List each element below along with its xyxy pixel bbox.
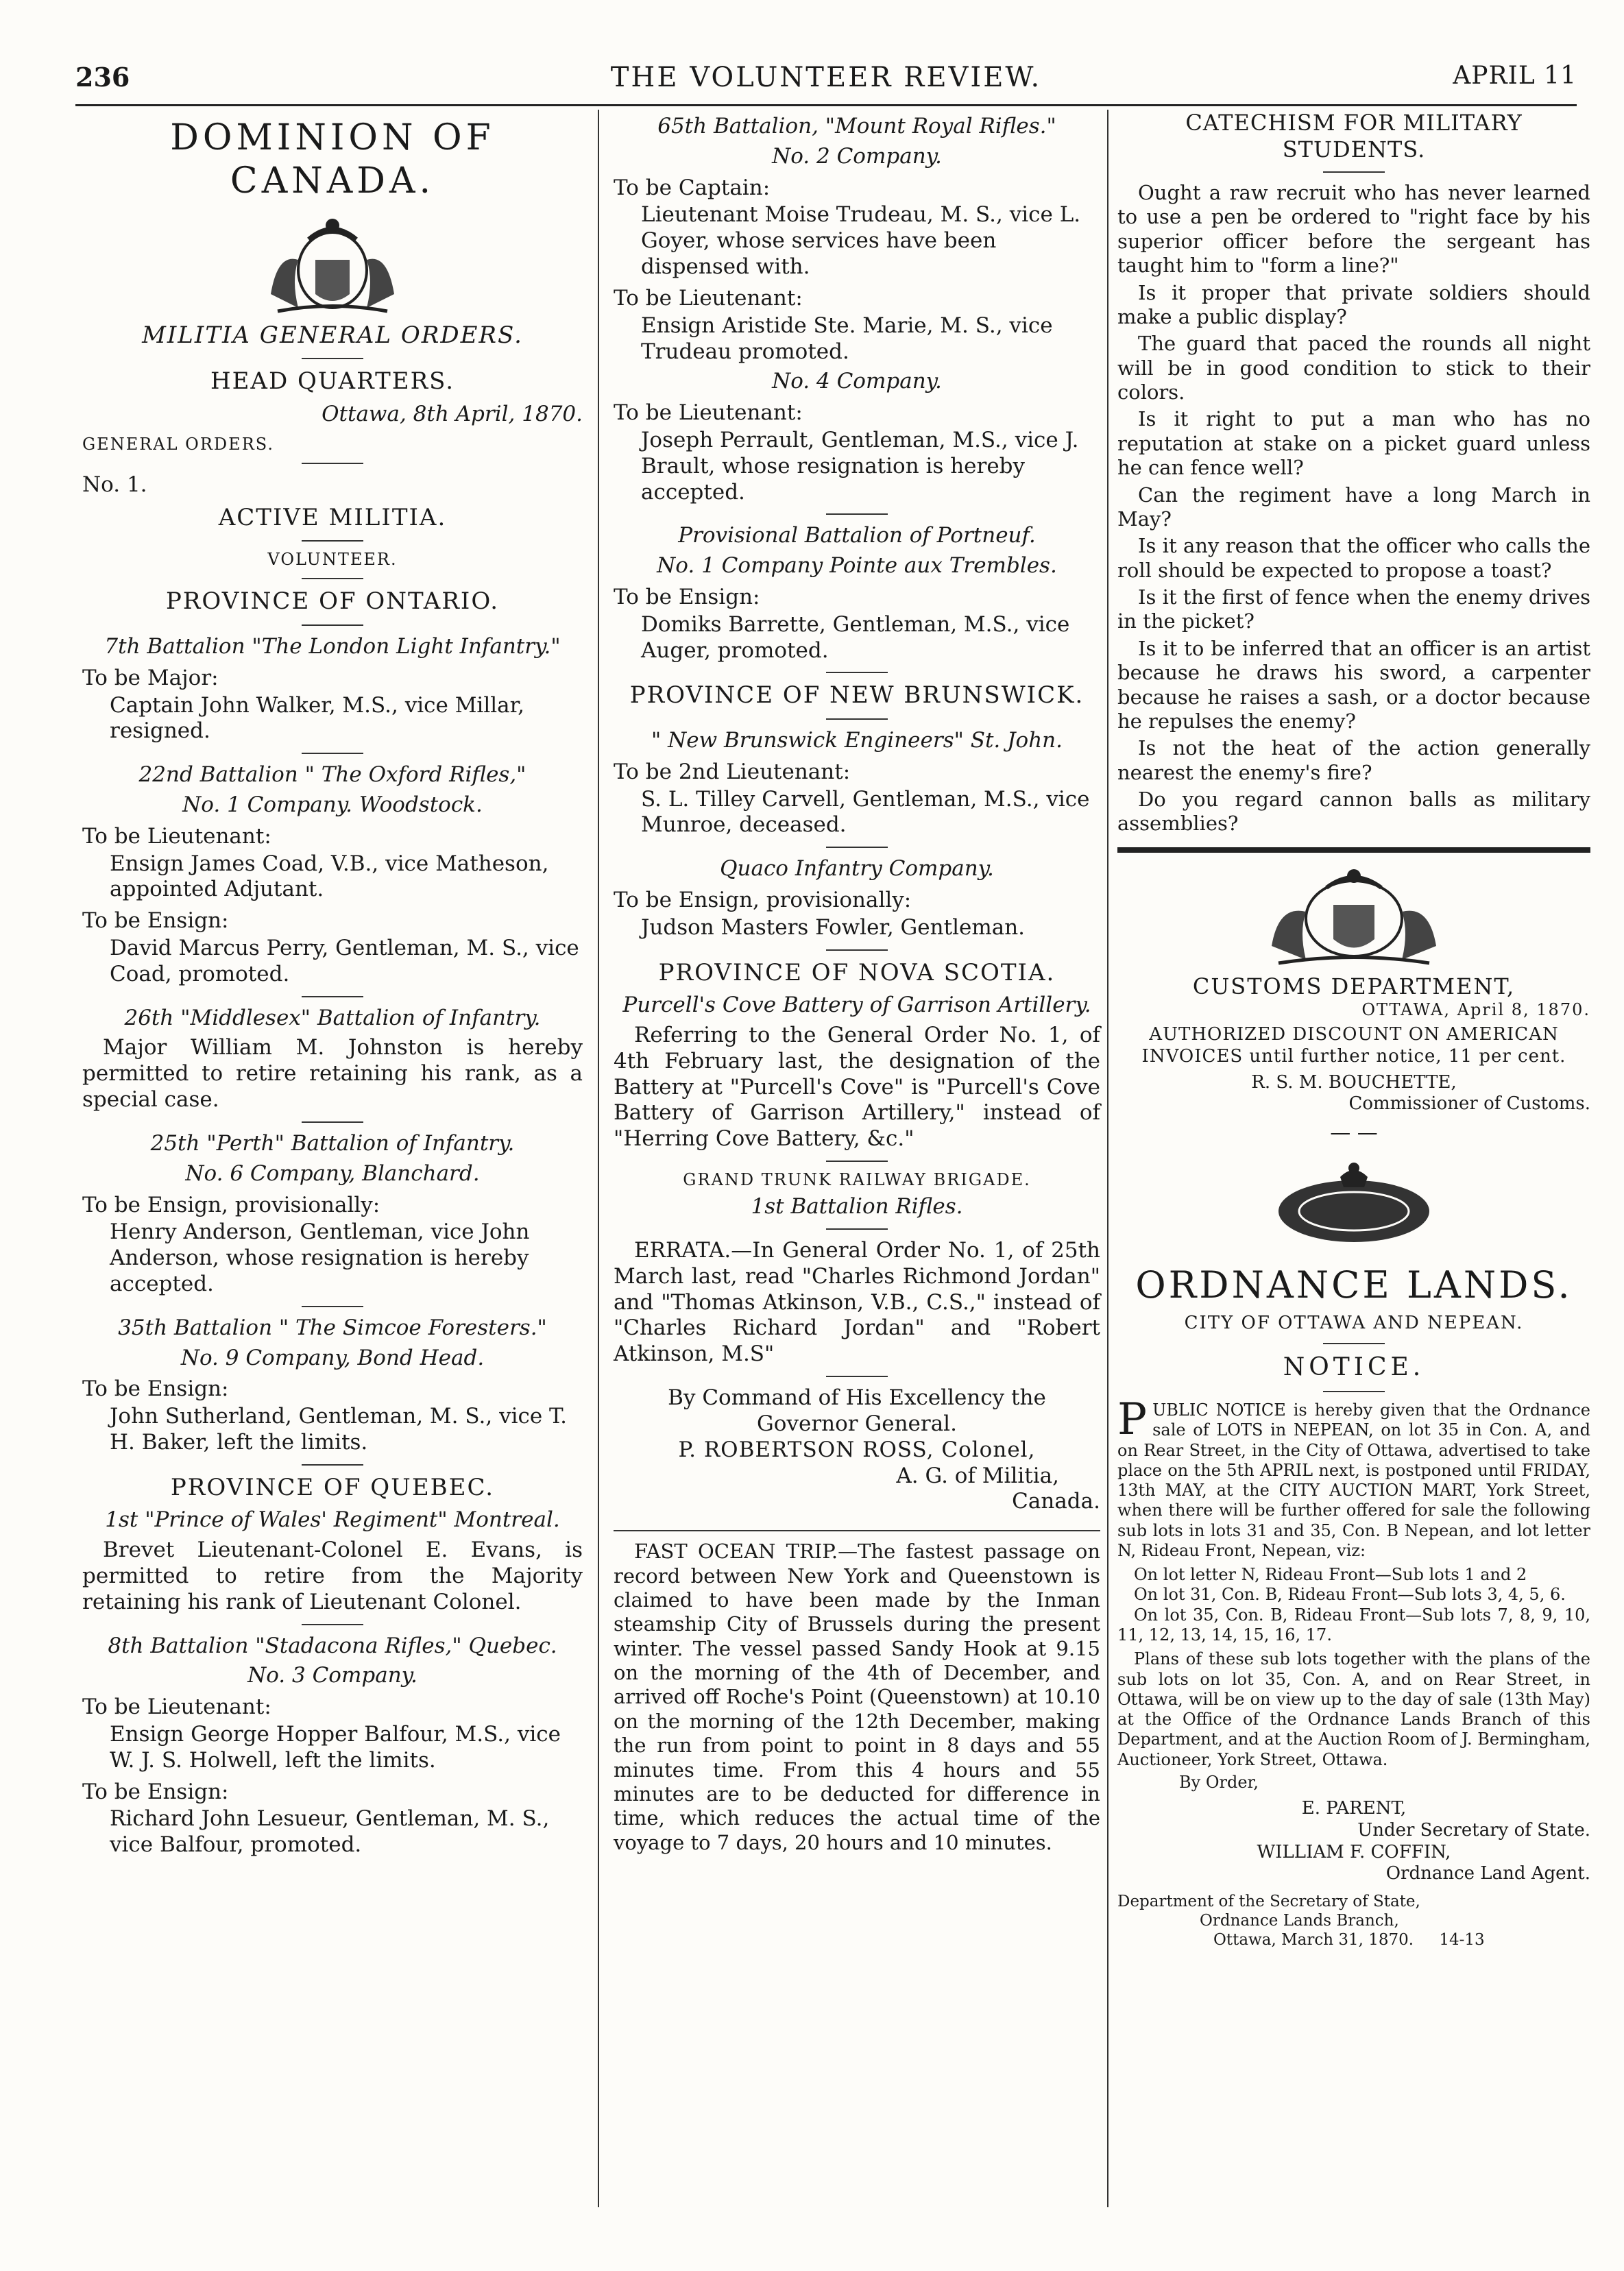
signer-title: A. G. of Militia,	[896, 1463, 1059, 1488]
lot-line: On lot 31, Con. B, Rideau Front—Sub lots 3, 4, 5, 6.	[1134, 1585, 1566, 1605]
battalion-heading: 35th Battalion " The Simcoe Foresters."	[118, 1315, 547, 1340]
appointment-label: To be Ensign:	[614, 585, 760, 609]
battalion-heading: 26th "Middlesex" Battalion of Infantry.	[124, 1005, 541, 1030]
appointment-label: To be Lieutenant:	[614, 400, 803, 426]
appointment-label: To be Lieutenant:	[82, 1695, 271, 1720]
order-paragraph: Referring to the General Order No. 1, of 4th February last, the designation of the Battery at "Purcell's Cove" is "Purcell's Cove Battery of Garrison Artillery," instead of "Herring Cove Battery, &c."	[614, 1022, 1100, 1152]
appointment-entry: Lieutenant Moise Trudeau, M. S., vice L. Goyer, whose services have been dispensed with.	[641, 202, 1081, 280]
appointment-label: To be Ensign:	[82, 1779, 229, 1804]
divider	[826, 718, 888, 720]
department-line: Ordnance Lands Branch,	[1200, 1912, 1399, 1930]
catechism-question: Do you regard cannon balls as military assemblies?	[1117, 788, 1590, 836]
catechism-question: The guard that paced the rounds all night will be in good condition to stick to their colors.	[1117, 332, 1590, 404]
column-divider	[1107, 110, 1108, 2207]
appointment-entry: Joseph Perrault, Gentleman, M.S., vice J. Brault, whose resignation is hereby accepted.	[641, 427, 1079, 505]
column-divider	[598, 110, 599, 2207]
appointment-entry: Captain John Walker, M.S., vice Millar, resigned.	[110, 692, 524, 744]
order-paragraph: Major William M. Johnston is hereby permitted to retire retaining his rank, as a special case.	[82, 1035, 583, 1113]
divider	[302, 1464, 363, 1466]
catechism-title: CATECHISM FOR MILITARY STUDENTS.	[1185, 110, 1523, 163]
appointment-entry: Ensign George Hopper Balfour, M.S., vice W. J. S. Holwell, left the limits.	[110, 1722, 561, 1773]
company-heading: 1st Battalion Rifles.	[751, 1194, 963, 1219]
ordnance-emblem-icon	[1251, 1153, 1457, 1256]
province-ontario-heading: PROVINCE OF ONTARIO.	[165, 587, 500, 616]
general-orders-label: GENERAL ORDERS.	[82, 434, 274, 454]
divider	[302, 578, 363, 579]
company-heading: No. 9 Company, Bond Head.	[180, 1345, 485, 1370]
parent-signature: E. PARENT,	[1301, 1798, 1407, 1819]
company-heading: No. 4 Company.	[772, 369, 942, 394]
notice-heading: NOTICE.	[1283, 1353, 1425, 1382]
divider	[826, 513, 888, 515]
company-heading: No. 1 Company. Woodstock.	[182, 792, 483, 817]
appointment-entry: Ensign James Coad, V.B., vice Matheson, appointed Adjutant.	[110, 851, 549, 902]
militia-general-orders-heading: MILITIA GENERAL ORDERS.	[142, 321, 523, 349]
page-number: 236	[75, 62, 130, 93]
divider	[302, 1121, 363, 1123]
province-quebec-heading: PROVINCE OF QUEBEC.	[170, 1473, 495, 1501]
active-militia-heading: ACTIVE MILITIA.	[218, 503, 447, 531]
fast-ocean-trip-paragraph: FAST OCEAN TRIP.—The fastest passage on record between New York and Queenstown is claimed to have been made by the Inman steamship City of Brussels during the present winter. The vessel passed Sandy Hook at 9.15 on the morning of the 4th of December, and arrived off Roche's Point (Queenstown) at 10.10 on the morning of the 12th December, making the run from point to point in 8 days and 55 minutes time. From this 4 hours and 55 minutes are to be deducted for difference in time, which reduces the actual time of the voyage to 7 days, 20 hours and 10 minutes.	[614, 1540, 1100, 1854]
battalion-heading: 25th "Perth" Battalion of Infantry.	[150, 1130, 515, 1156]
customs-title: CUSTOMS DEPARTMENT,	[1192, 973, 1516, 999]
divider	[302, 624, 363, 626]
catechism-question: Can the regiment have a long March in May?	[1117, 483, 1590, 531]
notice-body	[1117, 1394, 1590, 1561]
province-new-brunswick-heading: PROVINCE OF NEW BRUNSWICK.	[629, 681, 1084, 709]
command-line: By Command of His Excellency the	[668, 1385, 1046, 1411]
parent-title: Under Secretary of State.	[1357, 1819, 1590, 1841]
appointment-entry: Judson Masters Fowler, Gentleman.	[641, 914, 1026, 940]
divider	[1323, 171, 1385, 173]
order-number: No. 1.	[82, 472, 147, 497]
ordnance-subtitle: CITY OF OTTAWA AND NEPEAN.	[1184, 1313, 1524, 1334]
column-notices	[1117, 110, 1590, 2244]
appointment-label: To be Major:	[82, 665, 219, 690]
appointment-label: To be 2nd Lieutenant:	[614, 759, 851, 784]
company-heading: No. 3 Company.	[247, 1663, 417, 1688]
dash-divider: — —	[1330, 1120, 1378, 1145]
catechism-question: Is it proper that private soldiers should make a public display?	[1117, 280, 1590, 328]
place-date: Ottawa, 8th April, 1870.	[322, 401, 583, 426]
appointment-entry: David Marcus Perry, Gentleman, M. S., vice Coad, promoted.	[110, 936, 579, 986]
volunteer-heading: VOLUNTEER.	[267, 550, 398, 570]
plans-paragraph: Plans of these sub lots together with the plans of the sub lots on lot 35, Con. A, and on Rear Street, in Ottawa, will be on view up to the day of sale (13th May) at the Office of the Ordnance Lands Branch of this Department, and at the Auction Room of J. Bermingham, Auctioneer, York Street, Ottawa.	[1117, 1649, 1590, 1769]
battalion-heading: 8th Battalion "Stadacona Rifles," Quebec.	[108, 1633, 557, 1658]
appointment-entry: Richard John Lesueur, Gentleman, M. S., vice Balfour, promoted.	[110, 1806, 550, 1858]
signer-name: P. ROBERTSON ROSS, Colonel,	[678, 1437, 1036, 1462]
lot-line: On lot 35, Con. B, Rideau Front—Sub lots 7, 8, 9, 10, 11, 12, 13, 14, 15, 16, 17.	[1117, 1605, 1590, 1644]
battalion-heading: " New Brunswick Engineers" St. John.	[651, 727, 1063, 753]
divider	[826, 672, 888, 673]
divider	[302, 540, 363, 542]
catechism-question: Is it the first of fence when the enemy drives in the picket?	[1117, 585, 1590, 633]
department-date: Ottawa, March 31, 1870.	[1213, 1931, 1414, 1950]
column-militia-orders	[82, 110, 583, 2244]
divider	[826, 1161, 888, 1162]
company-heading: No. 1 Company Pointe aux Trembles.	[657, 553, 1057, 579]
customs-text: AUTHORIZED DISCOUNT ON AMERICAN INVOICES until further notice, 11 per cent.	[1141, 1024, 1566, 1067]
battalion-heading: 65th Battalion, "Mount Royal Rifles."	[657, 114, 1056, 138]
catechism-question: Is it to be inferred that an officer is an artist because he draws his sword, a carpenter because he raises a sash, or a doctor because he repulses the enemy?	[1117, 636, 1590, 733]
appointment-entry: S. L. Tilley Carvell, Gentleman, M.S., vice Munroe, deceased.	[641, 786, 1090, 838]
battalion-heading: Purcell's Cove Battery of Garrison Artillery.	[622, 993, 1091, 1018]
appointment-label: To be Ensign, provisionally:	[614, 887, 912, 912]
drop-cap: P	[1117, 1394, 1148, 1446]
divider	[826, 949, 888, 951]
lot-line: On lot letter N, Rideau Front—Sub lots 1 and 2	[1134, 1565, 1527, 1585]
divider	[302, 1624, 363, 1625]
column-orders-continued	[614, 110, 1100, 2244]
masthead: THE VOLUNTEER REVIEW.	[610, 62, 1042, 93]
divider	[1323, 1343, 1385, 1344]
order-paragraph: Brevet Lieutenant-Colonel E. Evans, is permitted to retire from the Majority retaining his rank of Lieutenant Colonel.	[82, 1538, 583, 1614]
battalion-heading: 22nd Battalion " The Oxford Rifles,"	[138, 762, 526, 788]
battalion-heading: Provisional Battalion of Portneuf.	[678, 523, 1036, 548]
department-line: Department of the Secretary of State,	[1117, 1893, 1420, 1910]
battalion-heading: 1st "Prince of Wales' Regiment" Montreal.	[105, 1507, 560, 1533]
notice-text: UBLIC NOTICE is hereby given that the Ordnance sale of LOTS in NEPEAN, on lot 35 in Con. A, and on Rear Street, in the City of Ottawa, advertised to take place on the 5th APRIL next, is postponed until FRIDAY, 13th MAY, at the CITY AUCTION MART, York Street, when there will be further offered for sale the following sub lots in lots 31 and 35, Con. B Nepean, and lot letter N, Rideau Front, Nepean, viz:	[1117, 1400, 1590, 1560]
issue-date: APRIL 11	[1453, 62, 1577, 90]
coffin-signature: WILLIAM F. COFFIN,	[1257, 1841, 1451, 1862]
divider	[826, 1228, 888, 1230]
royal-arms-icon	[1251, 864, 1457, 967]
ordnance-lands-title: ORDNANCE LANDS.	[1135, 1263, 1573, 1307]
head-quarters-heading: HEAD QUARTERS.	[210, 367, 455, 396]
customs-signer: R. S. M. BOUCHETTE,	[1251, 1071, 1457, 1093]
battalion-heading: 7th Battalion "The London Light Infantry."	[104, 633, 561, 659]
royal-crest-icon	[257, 212, 408, 315]
divider	[302, 463, 363, 464]
errata-paragraph: ERRATA.—In General Order No. 1, of 25th March last, read "Charles Richmond Jordan" and "Thomas Atkinson, V.B., C.S.," instead of "Charles Richard Jordan" and "Robert Atkinson, M.S"	[614, 1238, 1100, 1367]
heavy-divider	[1117, 847, 1590, 853]
dominion-title: DOMINION OF CANADA.	[170, 117, 495, 202]
province-nova-scotia-heading: PROVINCE OF NOVA SCOTIA.	[658, 958, 1056, 986]
divider	[826, 1376, 888, 1377]
appointment-label: To be Ensign:	[82, 908, 229, 934]
battalion-heading: Quaco Infantry Company.	[720, 856, 994, 882]
appointment-entry: Henry Anderson, Gentleman, vice John Anderson, whose resignation is hereby accepted.	[110, 1219, 530, 1296]
company-heading: No. 2 Company.	[772, 143, 942, 169]
appointment-label: To be Ensign:	[82, 1376, 229, 1402]
by-order: By Order,	[1179, 1772, 1259, 1792]
appointment-label: To be Captain:	[614, 175, 771, 200]
divider	[302, 1306, 363, 1307]
divider	[1323, 1391, 1385, 1392]
coffin-title: Ordnance Land Agent.	[1385, 1863, 1590, 1884]
appointment-entry: Ensign Aristide Ste. Marie, M. S., vice Trudeau promoted.	[641, 313, 1053, 364]
railway-brigade-heading: GRAND TRUNK RAILWAY BRIGADE.	[683, 1169, 1031, 1189]
appointment-entry: Domiks Barrette, Gentleman, M.S., vice Auger, promoted.	[641, 611, 1070, 663]
appointment-label: To be Lieutenant:	[82, 823, 271, 849]
ad-code: 14-13	[1439, 1931, 1485, 1950]
company-heading: No. 6 Company, Blanchard.	[185, 1161, 480, 1186]
divider	[302, 753, 363, 754]
page-header	[75, 62, 1577, 103]
appointment-label: To be Lieutenant:	[614, 285, 803, 311]
department-line	[1117, 1930, 1590, 1950]
customs-date: OTTAWA, April 8, 1870.	[1361, 999, 1590, 1019]
signer-country: Canada.	[1012, 1489, 1100, 1514]
catechism-question: Is not the heat of the action generally nearest the enemy's fire?	[1117, 736, 1590, 784]
catechism-question: Is it any reason that the officer who calls the roll should be expected to propose a toast?	[1117, 534, 1590, 582]
divider	[302, 996, 363, 997]
divider	[614, 1530, 1100, 1531]
catechism-question: Ought a raw recruit who has never learned to use a pen be ordered to "right face by his superior officer before the sergeant has taught him to "form a line?"	[1117, 181, 1590, 278]
appointment-entry: John Sutherland, Gentleman, M. S., vice T. H. Baker, left the limits.	[110, 1404, 568, 1455]
divider	[826, 847, 888, 848]
command-line: Governor General.	[757, 1411, 957, 1436]
customs-signer-title: Commissioner of Customs.	[1348, 1093, 1590, 1115]
appointment-label: To be Ensign, provisionally:	[82, 1192, 380, 1217]
header-rule	[75, 104, 1577, 106]
catechism-question: Is it right to put a man who has no reputation at stake on a picket guard unless he can fence well?	[1117, 407, 1590, 480]
divider	[302, 358, 363, 359]
